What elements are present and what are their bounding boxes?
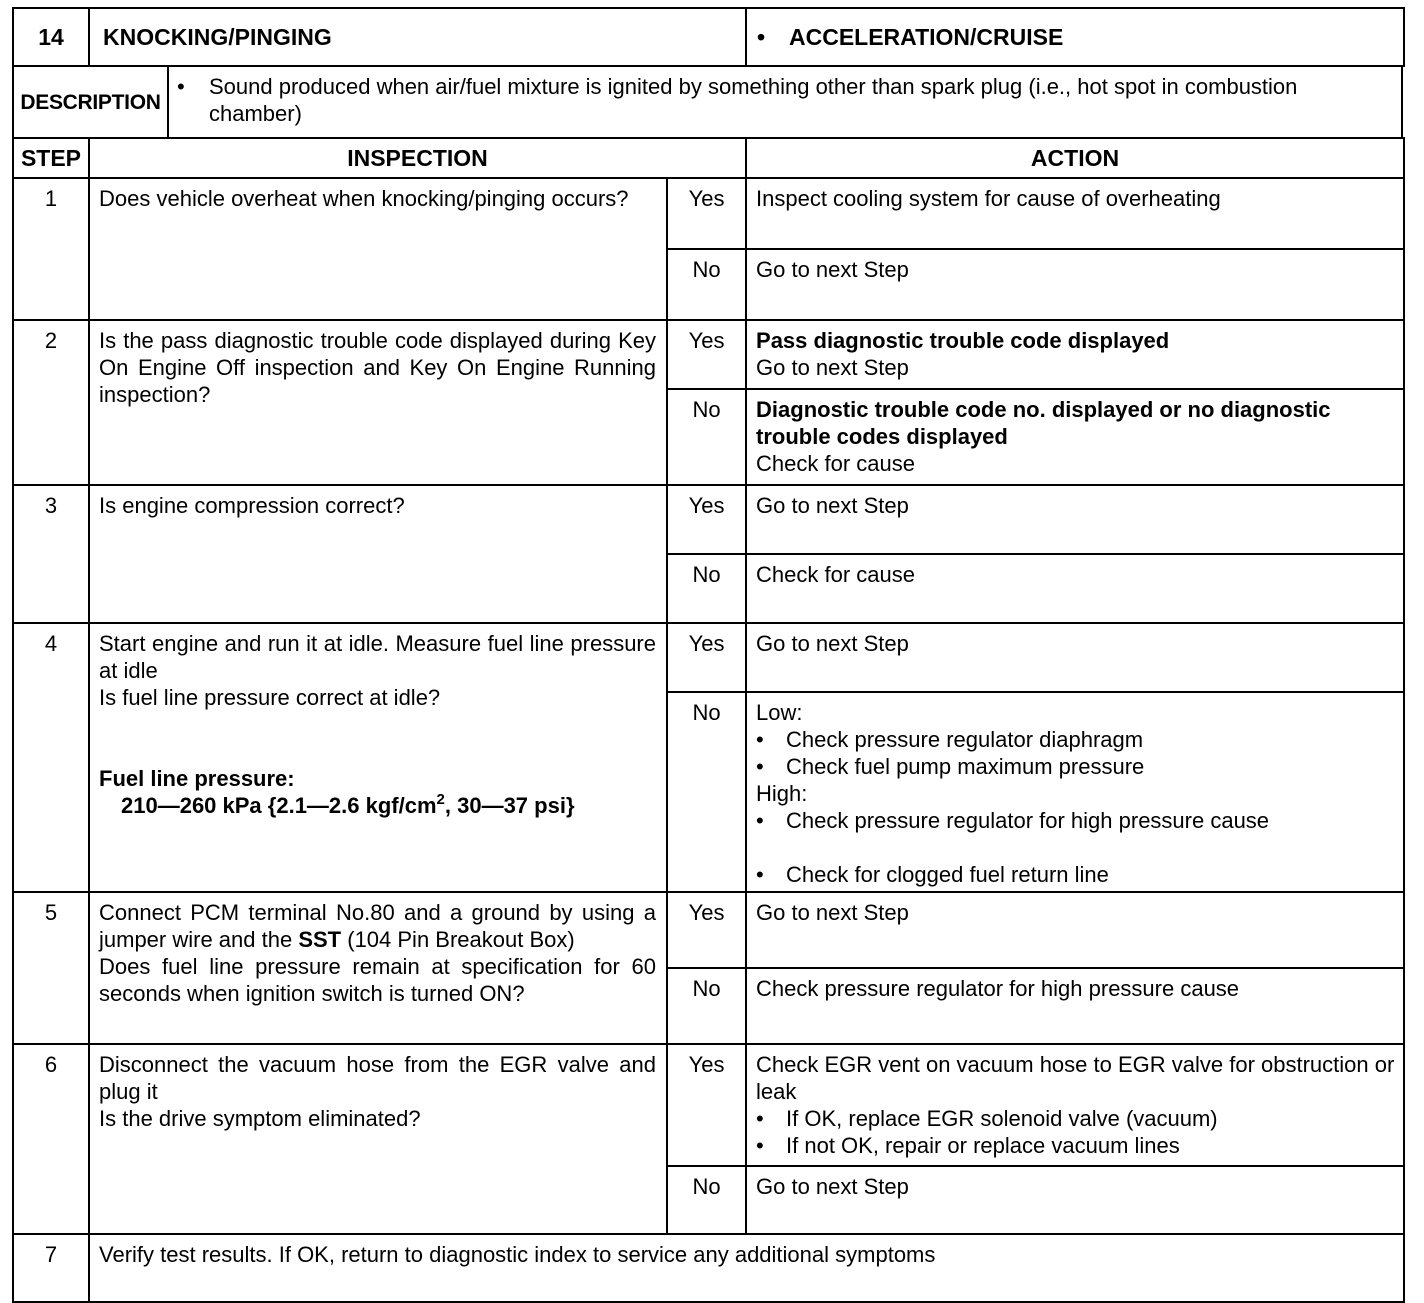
column-step: STEP	[13, 138, 89, 178]
inspection-cell	[89, 1044, 667, 1234]
description-text	[168, 66, 1402, 138]
no-label: No	[667, 249, 746, 320]
step-number: 1	[13, 178, 89, 320]
step-number: 5	[13, 892, 89, 1044]
description-label: DESCRIPTION	[13, 66, 168, 138]
inspection-cell	[89, 623, 667, 892]
inspection-line: Start engine and run it at idle. Measure fuel line pressure at idle	[99, 631, 656, 683]
diagnostic-page	[12, 7, 1403, 1303]
description-row	[12, 65, 1403, 139]
low-label: Low:	[756, 700, 803, 725]
bullet: •	[757, 23, 766, 50]
no-action: Check pressure regulator for high pressure cause	[746, 968, 1404, 1044]
no-label: No	[667, 389, 746, 485]
diagnostic-table	[12, 137, 1405, 1303]
yes-label: Yes	[667, 1044, 746, 1166]
no-action	[746, 389, 1404, 485]
list-item: • Check for clogged fuel return line	[756, 862, 1109, 887]
table-row	[13, 1044, 1404, 1166]
step-number: 4	[13, 623, 89, 892]
no-label: No	[667, 968, 746, 1044]
inspection-cell: Verify test results. If OK, return to diagnostic index to service any additional symptoms	[89, 1234, 1404, 1302]
yes-action	[746, 320, 1404, 389]
column-headers	[13, 138, 1404, 178]
table-row	[13, 178, 1404, 249]
table-row	[13, 320, 1404, 389]
symptom-header	[12, 7, 1405, 67]
no-action-text: Check for cause	[756, 451, 915, 476]
inspection-cell: Is engine compression correct?	[89, 485, 667, 623]
column-inspection: INSPECTION	[89, 138, 746, 178]
step-number: 6	[13, 1044, 89, 1234]
list-item: • Check pressure regulator for high pressure cause	[756, 808, 1270, 833]
column-action: ACTION	[746, 138, 1404, 178]
no-action: Go to next Step	[746, 1166, 1404, 1234]
no-action	[746, 692, 1404, 892]
table-row	[13, 485, 1404, 554]
inspection-line: Disconnect the vacuum hose from the EGR valve and plug it	[99, 1052, 656, 1104]
yes-label: Yes	[667, 623, 746, 692]
yes-action: Inspect cooling system for cause of overheating	[746, 178, 1404, 249]
yes-label: Yes	[667, 892, 746, 968]
symptom-condition	[746, 8, 1404, 66]
yes-action-text: Go to next Step	[756, 355, 909, 380]
yes-action: Go to next Step	[746, 623, 1404, 692]
no-label: No	[667, 692, 746, 892]
symptom-title: KNOCKING/PINGING	[89, 8, 746, 66]
inspection-line: Is fuel line pressure correct at idle?	[99, 685, 441, 710]
no-action-bold: Diagnostic trouble code no. displayed or no diagnostic trouble codes displayed	[756, 397, 1331, 449]
yes-label: Yes	[667, 178, 746, 249]
inspection-cell: Is the pass diagnostic trouble code displayed during Key On Engine Off inspection and Key On Engine Running inspection?	[89, 320, 667, 485]
yes-action: Go to next Step	[746, 485, 1404, 554]
inspection-cell	[89, 892, 667, 1044]
spec-value: 210—260 kPa {2.1—2.6 kgf/$cm^2$, 30—37 psi}	[121, 791, 575, 818]
bullet: •	[177, 74, 185, 99]
spec-label: Fuel line pressure:	[99, 766, 295, 791]
list-item: • Check pressure regulator diaphragm	[756, 727, 1144, 752]
high-label: High:	[756, 781, 808, 806]
no-action: Check for cause	[746, 554, 1404, 623]
yes-action-text: Check EGR vent on vacuum hose to EGR valve for obstruction or leak	[756, 1052, 1395, 1104]
inspection-cell: Does vehicle overheat when knocking/pinging occurs?	[89, 178, 667, 320]
yes-label: Yes	[667, 485, 746, 554]
symptom-number: 14	[13, 8, 89, 66]
table-row	[13, 623, 1404, 692]
table-row	[13, 1234, 1404, 1302]
description-body: Sound produced when air/fuel mixture is ignited by something other than spark plug (i.e., hot spot in combustion chamber)	[209, 74, 1298, 126]
no-label: No	[667, 1166, 746, 1234]
yes-action: Go to next Step	[746, 892, 1404, 968]
inspection-text: Connect PCM terminal No.80 and a ground by using a jumper wire and the SST (104 Pin Breakout Box)	[99, 900, 656, 952]
inspection-line: Is the drive symptom eliminated?	[99, 1106, 421, 1131]
list-item: • If not OK, repair or replace vacuum lines	[756, 1133, 1180, 1158]
list-item: • If OK, replace EGR solenoid valve (vacuum)	[756, 1106, 1218, 1131]
yes-action	[746, 1044, 1404, 1166]
no-label: No	[667, 554, 746, 623]
condition-text: ACCELERATION/CRUISE	[789, 23, 1064, 50]
yes-action-bold: Pass diagnostic trouble code displayed	[756, 328, 1170, 353]
list-item: • Check fuel pump maximum pressure	[756, 754, 1145, 779]
table-row	[13, 892, 1404, 968]
no-action: Go to next Step	[746, 249, 1404, 320]
inspection-text: Does fuel line pressure remain at specification for 60 seconds when ignition switch is turned ON?	[99, 954, 656, 1006]
step-number: 3	[13, 485, 89, 623]
step-number: 2	[13, 320, 89, 485]
step-number: 7	[13, 1234, 89, 1302]
yes-label: Yes	[667, 320, 746, 389]
